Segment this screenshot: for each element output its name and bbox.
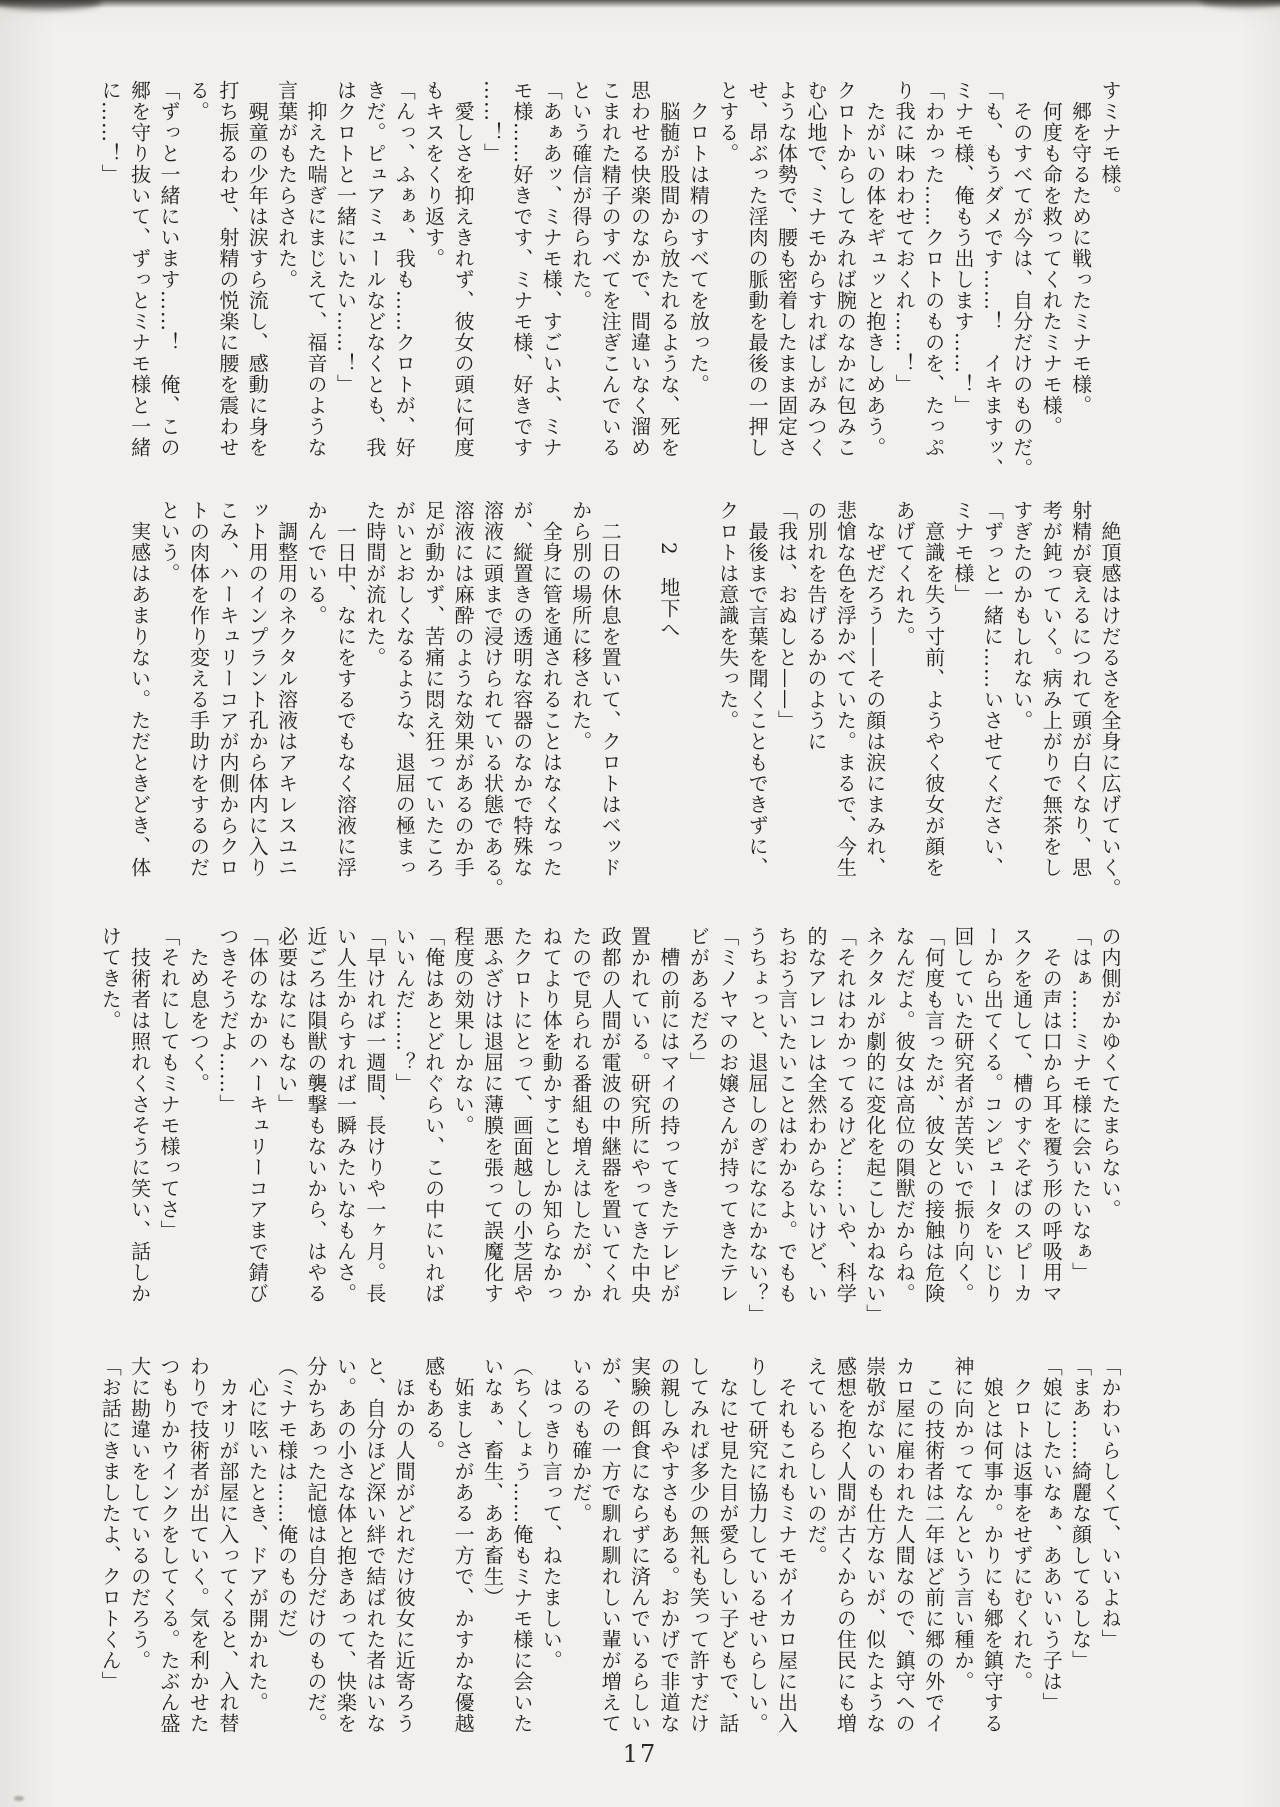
text-column: クロトからしてみれば腕のなかに包みこ [833, 80, 858, 458]
text-column: たクロトにとって、画面越しの小芝居や [509, 926, 534, 1304]
text-column: 「それにしてもミナモ様ってさ」 [157, 926, 181, 1241]
text-column: クロトは意識を失った。 [715, 500, 740, 731]
text-column: 調整用のネクタル溶液はアキレスユニ [274, 500, 299, 878]
text-column: なぜだろう——その顔は涙にまみれ、 [862, 500, 887, 878]
text-column: 「我は、おぬしと——」 [774, 500, 799, 731]
text-column [624, 500, 653, 872]
text-column: 二日の休息を置いて、クロトはベッド [598, 500, 623, 878]
text-column: 槽の前にはマイの持ってきたテレビが [656, 926, 681, 1304]
text-column: 「ずっと一緒に……いさせてください、 [980, 500, 1005, 878]
text-column: 近ごろは隕獣の襲撃もないから、はやる [304, 926, 329, 1304]
text-column: 射精が衰えるにつれて頭が白くなり、思 [1068, 500, 1093, 878]
text-column: すぎたのかもしれない。 [1009, 500, 1034, 731]
text-column: ーから出てくる。コンピュータをいじり [980, 926, 1005, 1304]
text-column: 絶頂感はけだるさを全身に広げていく。 [1098, 500, 1122, 899]
text-column: その声は口から耳を覆う形の呼吸用マ [1039, 926, 1064, 1304]
text-column: という確信が得られた。 [568, 80, 593, 311]
text-column: 回していた研究者が苦笑いで振り向く。 [950, 926, 975, 1304]
text-column: つきそうだよ……」 [215, 926, 240, 1115]
text-column: （ミナモ様は……俺のものだ） [274, 1356, 299, 1650]
text-column: から別の場所に移された。 [568, 500, 593, 752]
text-column: モ様……好きです、ミナモ様、好きです [509, 80, 534, 458]
text-column: こみ、ハーキュリーコアが内側からクロ [215, 500, 240, 878]
text-column: 溶液には麻酔のような効果があるのか手 [451, 500, 476, 878]
text-column: はクロトと一緒にいたい……！」 [333, 80, 358, 395]
text-column: 悲愴な色を浮かべていた。まるで、今生 [833, 500, 858, 878]
text-column: 「ずっと一緒にいます……！ 俺、この [157, 80, 181, 458]
text-column: ミナモ様、俺もう出します……！」 [950, 80, 975, 416]
text-column: 覡童の少年は涙すら流し、感動に身を [245, 80, 270, 458]
text-column: 程度の効果しかない。 [451, 926, 476, 1136]
text-column: 考が鈍っていく。病み上がりで無茶をし [1039, 500, 1064, 878]
text-column: スクを通して、槽のすぐそばのスピーカ [1009, 926, 1034, 1304]
text-column: り我に味わわせておくれ……！」 [892, 80, 917, 395]
text-column: ……！」 [480, 80, 505, 164]
text-column: 大に勘違いをしているのだろう。 [127, 1356, 152, 1671]
text-column: ちおう言いたいことはわかるよ。でもも [774, 926, 799, 1304]
text-column: クロトは精のすべてを放った。 [686, 80, 711, 395]
text-column: とする。 [715, 80, 740, 164]
text-column [683, 500, 712, 872]
text-column: もキスをくり返す。 [421, 80, 446, 269]
text-column: 「ミノヤマのお嬢さんが持ってきたテレ [715, 926, 740, 1304]
text-band-3 [95, 926, 1124, 1325]
text-column: と、自分ほど深い絆で結ばれた者はいな [362, 1356, 387, 1734]
text-column: る。 [186, 80, 211, 122]
text-column: 脳髄が股間から放たれるような、死を [656, 80, 681, 458]
text-column: ため息をつく。 [186, 926, 211, 1094]
text-column: 「お話にきましたよ、クロトくん」 [98, 1356, 123, 1692]
text-column: いるのも確かだ。 [568, 1356, 593, 1524]
text-column: 神に向かってなんという言い種か。 [950, 1356, 975, 1692]
text-column: い。あの小さな体と抱きあって、快楽を [333, 1356, 358, 1734]
text-column: 妬ましさがある一方で、かすかな優越 [451, 1356, 476, 1734]
text-column: 悪ふざけは退屈に薄膜を張って誤魔化す [480, 926, 505, 1304]
text-column: うちょっと、退屈しのぎになにかない？」 [745, 926, 770, 1325]
text-column: の別れを告げるかのように [803, 500, 828, 752]
scan-corner-top-left-artifact [0, 0, 102, 10]
text-column: そのすべてが今は、自分だけのものだ。 [1009, 80, 1034, 479]
text-column: 思わせる快楽のなかで、間違いなく溜め [627, 80, 652, 458]
text-column: 分かちあった記憶は自分だけのものだ。 [304, 1356, 329, 1734]
text-column: トの肉体を作り変える手助けをするのだ [186, 500, 211, 878]
text-column: ほかの人間がどれだけ彼女に近寄ろう [392, 1356, 417, 1734]
text-column: なんだよ。彼女は高位の隕獣だからね。 [892, 926, 917, 1304]
text-column: きだ。ピュアミュールなどなくとも、我 [362, 80, 387, 458]
text-column: いなぁ、畜生、ああ畜生） [480, 1356, 505, 1608]
text-column: が、縦置きの透明な容器のなかで特殊な [509, 500, 534, 878]
text-column: い人生からすれば一瞬みたいなもんさ。 [333, 926, 358, 1304]
scan-edge-top-artifact [0, 0, 1280, 8]
text-column: 的なアレコレは全然わからないけど、い [803, 926, 828, 1304]
text-column: 置かれている。研究所にやってきた中央 [627, 926, 652, 1304]
text-column: 全身に管を通されることはなくなった [539, 500, 564, 878]
text-column: 「も、もうダメです……！ イキますッ、 [980, 80, 1005, 479]
text-column: 「かわいらしくて、いいよね」 [1098, 1356, 1122, 1650]
text-column: 崇敬がないのも仕方ないが、似たような [862, 1356, 887, 1734]
text-column: 娘とは何事か。かりにも郷を鎮守する [980, 1356, 1005, 1734]
text-column: わりで技術者が出ていく。気を利かせた [186, 1356, 211, 1734]
text-column: 2 地下へ [656, 500, 681, 640]
text-column: いいんだ……？」 [392, 926, 417, 1094]
text-column: 「体のなかのハーキュリーコアまで錆び [245, 926, 270, 1304]
text-column: 「俺はあとどれぐらい、この中にいれば [421, 926, 446, 1304]
text-column: 実感はあまりない。ただときどき、体 [127, 500, 152, 878]
text-column: つもりかウインクをしてくる。たぶん盛 [157, 1356, 181, 1734]
text-column: ット用のインプラント孔から体内に入り [245, 500, 270, 878]
text-column: なにせ見た目が愛らしい子どもで、話 [715, 1356, 740, 1734]
text-column: かんでいる。 [304, 500, 329, 626]
text-column: 最後まで言葉を聞くこともできずに、 [745, 500, 770, 878]
text-column: に……！」 [98, 80, 123, 185]
text-column: む心地で、ミナモからすればしがみつく [803, 80, 828, 458]
text-column: 足が動かず、苦痛に悶え狂っていたころ [421, 500, 446, 878]
text-column: ネクタルが劇的に変化を起こしかねない」 [862, 926, 887, 1325]
text-band-4 [95, 1356, 1124, 1734]
text-column: 必要はなにもない」 [274, 926, 299, 1115]
text-column: 意識を失う寸前、ようやく彼女が顔を [921, 500, 946, 878]
text-band-1 [95, 80, 1124, 479]
text-column: 打ち振るわせ、射精の悦楽に腰を震わせ [215, 80, 240, 458]
text-column: せ、昂ぶった淫肉の脈動を最後の一押し [745, 80, 770, 458]
text-column: カロ屋に雇われた人間なので、鎮守への [892, 1356, 917, 1734]
page-number: 17 [622, 1740, 658, 1768]
text-column: 抑えた喘ぎにまじえて、福音のような [304, 80, 329, 458]
text-column: の内側がかゆくてたまらない。 [1098, 926, 1122, 1220]
text-column: 実験の餌食にならずに済んでいるらしい [627, 1356, 652, 1734]
text-column: えているらしいのだ。 [803, 1356, 828, 1566]
text-column: してみれば多少の無礼も笑って許すだけ [686, 1356, 711, 1734]
text-column: がいとおしくなるような、退屈の極まっ [392, 500, 417, 878]
text-column: 郷を守るために戦ったミナモ様。 [1068, 80, 1093, 416]
text-column: 「娘にしたいなぁ、ああいいう子は」 [1039, 1356, 1064, 1713]
text-column: ミナモ様」 [950, 500, 975, 605]
text-column: それもこれもミナモがイカロ屋に出入 [774, 1356, 799, 1734]
text-column: 技術者は照れくさそうに笑い、話しか [127, 926, 152, 1304]
text-column: 何度も命を救ってくれたミナモ様。 [1039, 80, 1064, 437]
text-column: この技術者は二年ほど前に郷の外でイ [921, 1356, 946, 1734]
text-column: 郷を守り抜いて、ずっとミナモ様と一緒 [127, 80, 152, 458]
text-column: けてきた。 [98, 926, 123, 1031]
text-column: あげてくれた。 [892, 500, 917, 647]
text-column: 感もある。 [421, 1356, 446, 1461]
text-column: クロトは返事をせずにむくれた。 [1009, 1356, 1034, 1692]
scan-speck-bottom-artifact [14, 1796, 24, 1801]
text-column: 「何度も言ったが、彼女との接触は危険 [921, 926, 946, 1304]
text-column: 「あぁあッ、ミナモ様、すごいよ、ミナ [539, 80, 564, 458]
text-column: た時間が流れた。 [362, 500, 387, 668]
text-column: 政都の人間が電波の中継器を置いてくれ [598, 926, 623, 1304]
text-column: ような体勢で、腰も密着したまま固定さ [774, 80, 799, 458]
text-column: 感想を抱く人間が古くからの住民にも増 [833, 1356, 858, 1734]
text-column: すミナモ様。 [1098, 80, 1122, 206]
text-column: 「早ければ一週間、長けりや一ヶ月。長 [362, 926, 387, 1304]
text-column: 心に呟いたとき、ドアが開かれた。 [245, 1356, 270, 1713]
text-column: 「はぁ……ミナモ様に会いたいなぁ」 [1068, 926, 1093, 1283]
text-column: 愛しさを抑えきれず、彼女の頭に何度 [451, 80, 476, 458]
text-column: りして研究に協力しているせいらしい。 [745, 1356, 770, 1734]
text-column: 溶液に頭まで浸けられている状態である。 [480, 500, 505, 899]
text-column: カオリが部屋に入ってくると、入れ替 [215, 1356, 240, 1734]
text-column: 一日中、なにをするでもなく溶液に浮 [333, 500, 358, 878]
text-column: 言葉がもたらされた。 [274, 80, 299, 290]
text-column: 「それはわかってるけど……いや、科学 [833, 926, 858, 1304]
text-column: こまれた精子のすべてを注ぎこんでいる [598, 80, 623, 458]
text-column: 「まあ……綺麗な顔してるしな」 [1068, 1356, 1093, 1671]
text-column: たので見られる番組も増えはしたが、か [568, 926, 593, 1304]
text-column: たがいの体をギュッと抱きしめあう。 [862, 80, 887, 458]
text-column: （ちくしょう……俺もミナモ様に会いた [509, 1356, 534, 1734]
text-band-2-with-section-heading [124, 500, 1124, 899]
text-column: が、その一方で馴れ馴れしい輩が増えて [598, 1356, 623, 1734]
text-column: ねてより体を動かすことしか知らなかっ [539, 926, 564, 1304]
text-column: ビがあるだろ」 [686, 926, 711, 1073]
text-column: の親しみやすさもある。おかげで非道な [656, 1356, 681, 1734]
text-column: 「んっ、ふぁぁ、我も……クロトが、好 [392, 80, 417, 458]
text-column: 「わかった……クロトのものを、たっぷ [921, 80, 946, 458]
text-column: はっきり言って、ねたましい。 [539, 1356, 564, 1671]
text-column: という。 [157, 500, 182, 584]
